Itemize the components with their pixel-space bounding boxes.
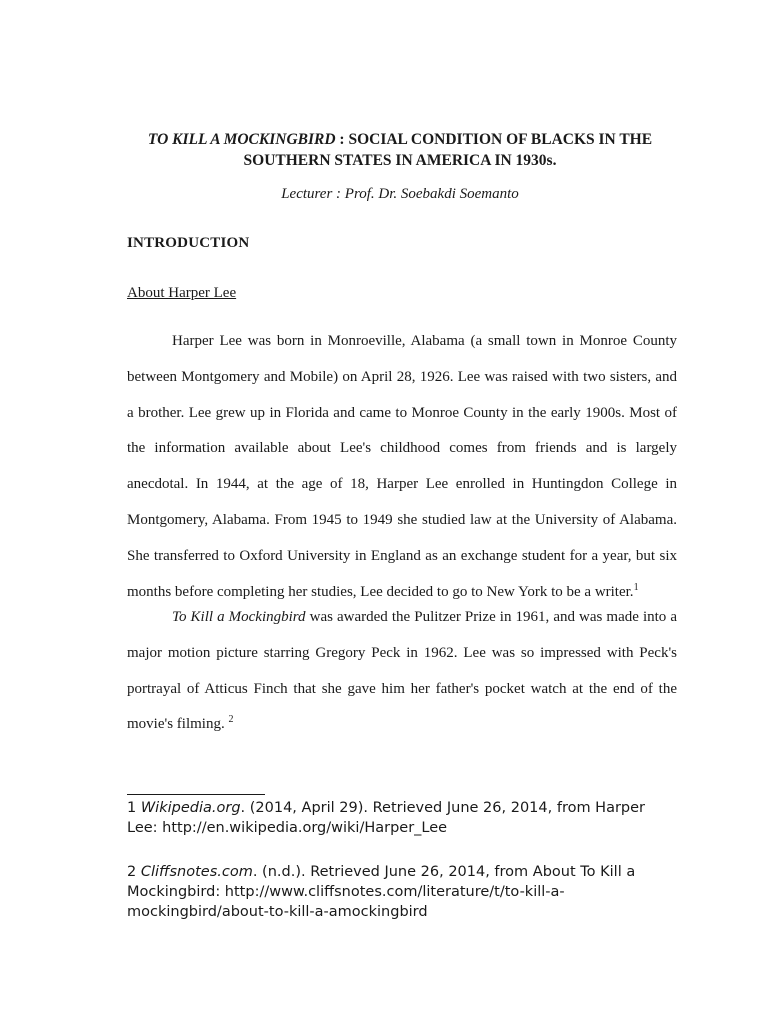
footnote-2-text: . (n.d.). Retrieved June 26, 2014, from About To Kill a Mockingbird: http://www.cliffsnotes.com/literature/t/to-kill-a-mockingbird/about-to-kill-a-amockingbird <box>127 864 636 920</box>
footnote-2 <box>127 862 677 922</box>
title-line-2: SOUTHERN STATES IN AMERICA IN 1930s. <box>243 152 557 169</box>
footnote-separator <box>127 794 265 795</box>
paragraph-1-text: Harper Lee was born in Monroeville, Alabama (a small town in Monroe County between Montgomery and Mobile) on April 28, 1926. Lee was raised with two sisters, and a brother. Lee grew up in Florida and came to Monroe County in the early 1900s. Most of the information available about Lee's childhood comes from friends and is largely anecdotal. In 1944, at the age of 18, Harper Lee enrolled in Huntingdon College in Montgomery, Alabama. From 1945 to 1949 she studied law at the University of Alabama. She transferred to Oxford University in England as an exchange student for a year, but six months before completing her studies, Lee decided to go to New York to be a writer. <box>127 333 677 600</box>
footnote-ref-1: 1 <box>633 581 639 593</box>
paragraph-2-text: was awarded the Pulitzer Prize in 1961, and was made into a major motion picture starring Gregory Peck in 1962. Lee was so impressed with Peck's portrayal of Atticus Finch that she gave him her father's pocket watch at the end of the movie's filming. <box>127 609 677 733</box>
footnote-1-text: . (2014, April 29). Retrieved June 26, 2014, from Harper Lee: http://en.wikipedia.org/wiki/Harper_Lee <box>127 800 646 836</box>
document-title <box>120 129 680 171</box>
footnote-ref-2: 2 <box>228 714 234 726</box>
footnote-2-source: Cliffsnotes.com <box>140 864 253 880</box>
title-rest: : SOCIAL CONDITION OF BLACKS IN THE <box>335 131 653 148</box>
title-book-name: TO KILL A MOCKINGBIRD <box>147 131 336 148</box>
footnote-1 <box>127 798 677 838</box>
paragraph-2 <box>127 600 677 743</box>
footnote-2-number: 2 <box>127 864 137 880</box>
book-title-italic: To Kill a Mockingbird <box>172 609 306 625</box>
footnote-1-number: 1 <box>127 800 137 816</box>
footnote-1-source: Wikipedia.org <box>140 800 241 816</box>
paragraph-1 <box>127 324 677 610</box>
subheading-about-harper-lee: About Harper Lee <box>127 285 237 301</box>
section-heading: INTRODUCTION <box>127 235 250 251</box>
lecturer-line: Lecturer : Prof. Dr. Soebakdi Soemanto <box>281 186 519 202</box>
